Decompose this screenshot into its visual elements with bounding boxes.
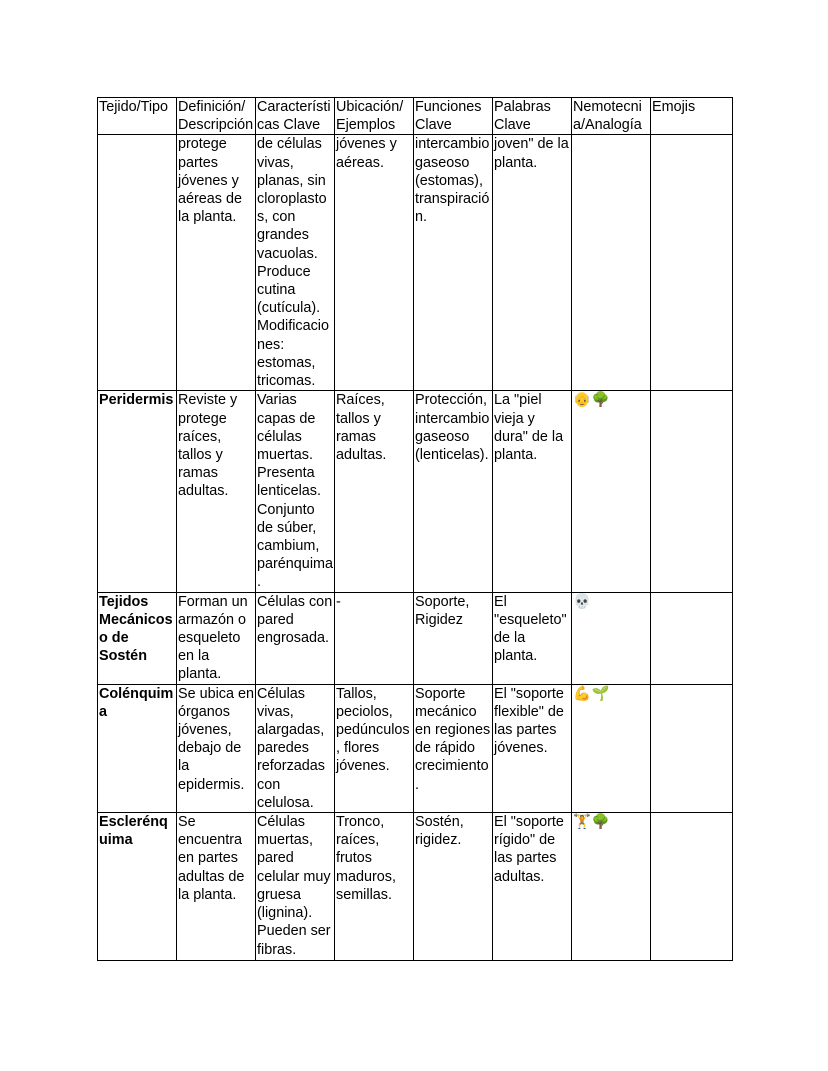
emojis-cell bbox=[651, 391, 733, 592]
header-cell: Funciones Clave bbox=[414, 98, 493, 135]
header-cell: Tejido/Tipo bbox=[98, 98, 177, 135]
definition-cell: protege partes jóvenes y aéreas de la planta. bbox=[177, 135, 256, 391]
keywords-cell: El "soporte rígido" de las partes adultas. bbox=[493, 813, 572, 961]
header-cell: Característi cas Clave bbox=[256, 98, 335, 135]
mnemonic-cell: 👴🌳 bbox=[572, 391, 651, 592]
emojis-cell bbox=[651, 135, 733, 391]
characteristics-cell: Células muertas, pared celular muy gruesa (lignina). Pueden ser fibras. bbox=[256, 813, 335, 961]
characteristics-cell: Varias capas de células muertas. Presenta lenticelas. Conjunto de súber, cambium, parénquima. bbox=[257, 392, 334, 591]
table-row bbox=[98, 135, 733, 391]
location-cell: Tronco, raíces, frutos maduros, semillas. bbox=[335, 813, 414, 961]
header-cell: Nemotecni a/Analogía bbox=[572, 98, 651, 135]
mnemonic-cell: 🏋🌳 bbox=[572, 813, 651, 961]
tissue-name-cell: Colénquima bbox=[98, 684, 177, 812]
mnemonic-cell: 💪🌱 bbox=[572, 684, 651, 812]
header-row bbox=[98, 98, 733, 135]
functions-cell: Sostén, rigidez. bbox=[414, 813, 493, 961]
keywords-cell: La "piel vieja y dura" de la planta. bbox=[493, 391, 572, 592]
header-cell: Emojis bbox=[651, 98, 733, 135]
characteristics-cell: Células vivas, alargadas, paredes reforzadas con celulosa. bbox=[256, 684, 335, 812]
tissue-name-cell: Peridermis bbox=[98, 391, 177, 592]
characteristics-cell: Células con pared engrosada. bbox=[256, 592, 335, 684]
definition-cell: Forman un armazón o esqueleto en la planta. bbox=[177, 592, 256, 684]
keywords-cell: joven" de la planta. bbox=[493, 135, 572, 391]
tissue-name-cell bbox=[98, 135, 177, 391]
definition-cell: Se encuentra en partes adultas de la planta. bbox=[177, 813, 256, 961]
functions-cell: Soporte mecánico en regiones de rápido crecimiento. bbox=[414, 684, 493, 812]
emojis-cell bbox=[651, 592, 733, 684]
location-cell: - bbox=[335, 592, 414, 684]
mnemonic-cell: 💀 bbox=[572, 592, 651, 684]
keywords-cell: El "esqueleto" de la planta. bbox=[493, 592, 572, 684]
tissue-name-cell: Tejidos Mecánicos o de Sostén bbox=[98, 592, 177, 684]
characteristics-cell: de células vivas, planas, sin cloroplastos, con grandes vacuolas. Produce cutina (cutícula). Modificaciones: estomas, tricomas. bbox=[256, 135, 335, 391]
emojis-cell bbox=[651, 813, 733, 961]
header-cell: Definición/ Descripción bbox=[177, 98, 256, 135]
keywords-cell: El "soporte flexible" de las partes jóvenes. bbox=[493, 684, 572, 812]
mnemonic-cell bbox=[572, 135, 651, 391]
location-cell: jóvenes y aéreas. bbox=[335, 135, 414, 391]
location-cell: Raíces, tallos y ramas adultas. bbox=[335, 391, 414, 592]
location-cell: Tallos, peciolos, pedúnculos, flores jóvenes. bbox=[335, 684, 414, 812]
functions-cell: intercambio gaseoso (estomas), transpiración. bbox=[414, 135, 493, 391]
header-cell: Palabras Clave bbox=[493, 98, 572, 135]
table-row bbox=[98, 813, 733, 961]
functions-cell: Soporte, Rigidez bbox=[414, 592, 493, 684]
emojis-cell bbox=[651, 684, 733, 812]
functions-cell: Protección, intercambio gaseoso (lenticelas). bbox=[414, 391, 493, 592]
table-row bbox=[98, 684, 733, 812]
table-row bbox=[98, 592, 733, 684]
plant-tissue-table bbox=[97, 97, 733, 961]
definition-cell: Reviste y protege raíces, tallos y ramas adultas. bbox=[177, 391, 256, 592]
header-cell: Ubicación/ Ejemplos bbox=[335, 98, 414, 135]
definition-cell: Se ubica en órganos jóvenes, debajo de la epidermis. bbox=[177, 684, 256, 812]
table-row bbox=[98, 391, 733, 592]
tissue-name-cell: Esclerénquima bbox=[98, 813, 177, 961]
